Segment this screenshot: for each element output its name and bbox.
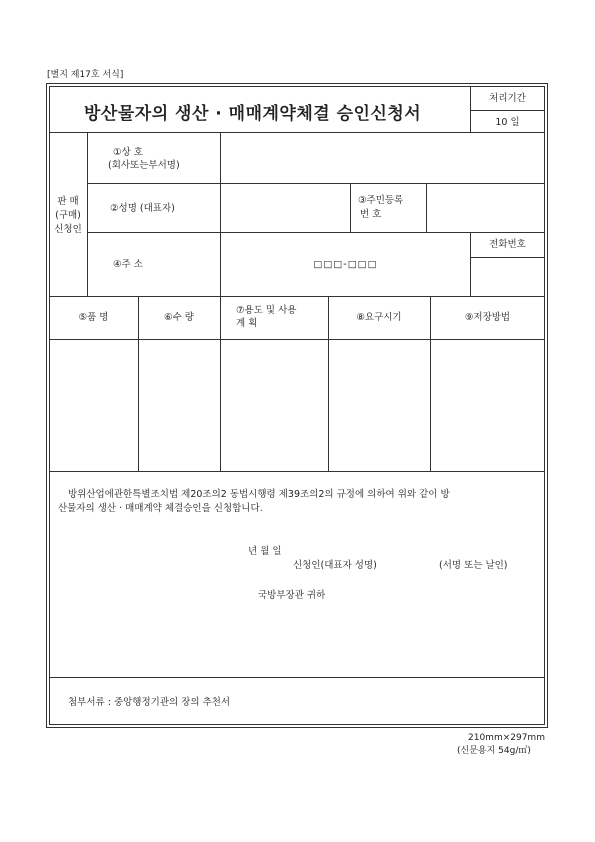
attachments-label: 첨부서류 : 중앙행정기관의 장의 추천서	[68, 697, 231, 708]
statement-line-1: 방위산업에관한특별조치법 제20조의2 동법시행령 제39조의2의 규정에 의하여 위와 같이 방	[68, 489, 450, 500]
applicant-group-label-2: (구매)	[55, 210, 81, 221]
resident-number-label-1: ③주민등록	[358, 195, 404, 206]
processing-period-value: 10 일	[495, 117, 520, 128]
quantity-cell[interactable]	[139, 340, 219, 470]
address-field[interactable]	[221, 233, 469, 295]
paper-type: (신문용지 54g/㎡)	[457, 746, 531, 756]
representative-name-label: ②성명 (대표자)	[110, 203, 175, 214]
applicant-signature-label: 신청인(대표자 성명)	[293, 560, 377, 571]
storage-method-cell[interactable]	[431, 340, 544, 470]
col-usage-plan-1: ⑦용도 및 사용	[236, 305, 297, 316]
form-number-label: [별지 제17호 서식]	[47, 70, 124, 80]
form-title: 방산물자의 생산 · 매매계약체결 승인신청서	[84, 104, 422, 124]
trade-name-sublabel: (회사또는부서명)	[108, 160, 180, 171]
divider	[49, 677, 545, 678]
resident-number-field[interactable]	[427, 184, 544, 231]
postal-code-boxes: □□□-□□□	[313, 259, 378, 270]
usage-plan-cell[interactable]	[221, 340, 327, 470]
col-item-name: ⑤품 명	[78, 312, 109, 323]
divider	[49, 296, 545, 297]
processing-period-label: 처리기간	[489, 93, 526, 104]
required-date-cell[interactable]	[329, 340, 429, 470]
trade-name-label: ①상 호	[113, 147, 143, 158]
representative-name-field[interactable]	[221, 184, 349, 231]
divider	[49, 471, 545, 472]
statement-line-2: 산물자의 생산 · 매매계약 체결승인을 신청합니다.	[58, 503, 263, 514]
divider	[350, 183, 351, 232]
applicant-group-label-3: 신청인	[54, 224, 82, 235]
item-name-cell[interactable]	[50, 340, 137, 470]
divider	[470, 110, 545, 111]
phone-field[interactable]	[471, 258, 544, 295]
recipient-line: 국방부장관 귀하	[258, 590, 326, 601]
date-line: 년 월 일	[248, 546, 282, 557]
col-quantity: ⑥수 량	[164, 312, 194, 323]
applicant-group-label-1: 판 매	[57, 196, 79, 207]
col-usage-plan-2: 계 획	[236, 318, 258, 329]
phone-label: 전화번호	[489, 239, 526, 250]
col-required-date: ⑧요구시기	[356, 312, 402, 323]
address-label: ④주 소	[113, 259, 143, 270]
signature-note: (서명 또는 날인)	[439, 560, 508, 571]
trade-name-field[interactable]	[221, 133, 544, 182]
paper-size: 210mm×297mm	[468, 733, 545, 743]
col-storage-method: ⑨저장방법	[464, 312, 511, 323]
divider	[87, 132, 88, 296]
resident-number-label-2: 번 호	[360, 209, 382, 220]
